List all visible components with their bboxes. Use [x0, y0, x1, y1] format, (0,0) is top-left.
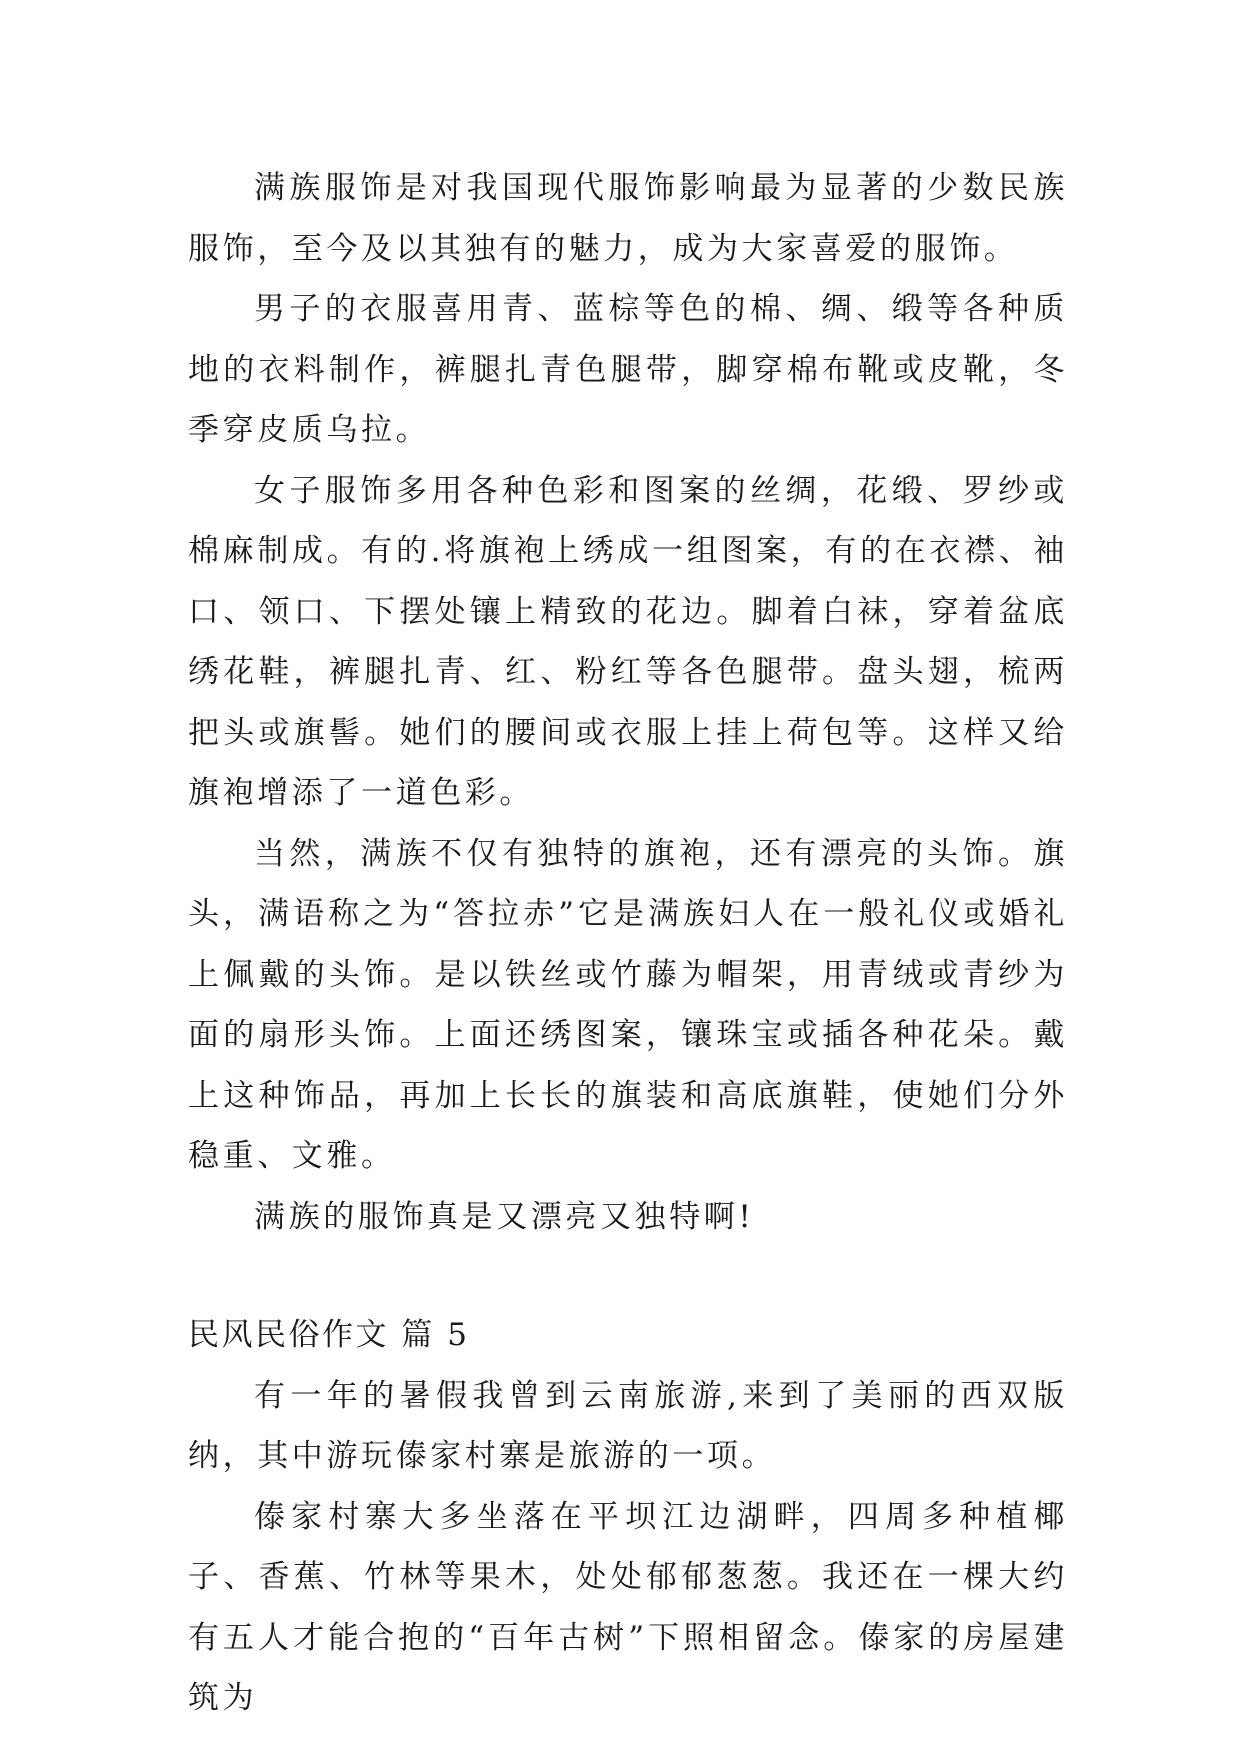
document-body — [188, 158, 1068, 1729]
paragraph-conclusion: 满族的服饰真是又漂亮又独特啊! — [254, 1198, 755, 1235]
paragraph-dai-village: 傣家村寨大多坐落在平坝江边湖畔，四周多种植椰子、香蕉、竹林等果木，处处郁郁葱葱。我还在一棵大约有五人才能合抱的“百年古树”下照相留念。傣家的房屋建筑为 — [188, 1498, 1068, 1716]
paragraph-men-clothing: 男子的衣服喜用青、蓝棕等色的棉、绸、缎等各种质地的衣料制作，裤腿扎青色腿带，脚穿棉布靴或皮靴，冬季穿皮质乌拉。 — [188, 291, 1068, 448]
paragraph-yunnan-trip: 有一年的暑假我曾到云南旅游,来到了美丽的西双版纳，其中游玩傣家村寨是旅游的一项。 — [188, 1377, 1068, 1474]
paragraph-manchu-intro: 满族服饰是对我国现代服饰影响最为显著的少数民族服饰，至今及以其独有的魅力，成为大家喜爱的服饰。 — [188, 170, 1068, 267]
paragraph-women-clothing: 女子服饰多用各种色彩和图案的丝绸，花缎、罗纱或棉麻制成。有的.将旗袍上绣成一组图案，有的在衣襟、袖口、领口、下摆处镶上精致的花边。脚着白袜，穿着盆底绣花鞋，裤腿扎青、红、粉红等各色腿带。盘头翅，梳两把头或旗髻。她们的腰间或衣服上挂上荷包等。这样又给旗袍增添了一道色彩。 — [188, 472, 1068, 811]
paragraph-headwear: 当然，满族不仅有独特的旗袍，还有漂亮的头饰。旗头，满语称之为“答拉赤”它是满族妇人在一般礼仪或婚礼上佩戴的头饰。是以铁丝或竹藤为帽架，用青绒或青纱为面的扇形头饰。上面还绣图案，镶珠宝或插各种花朵。戴上这种饰品，再加上长长的旗装和高底旗鞋，使她们分外稳重、文雅。 — [188, 835, 1068, 1174]
section-title: 民风民俗作文 篇 5 — [188, 1317, 470, 1353]
